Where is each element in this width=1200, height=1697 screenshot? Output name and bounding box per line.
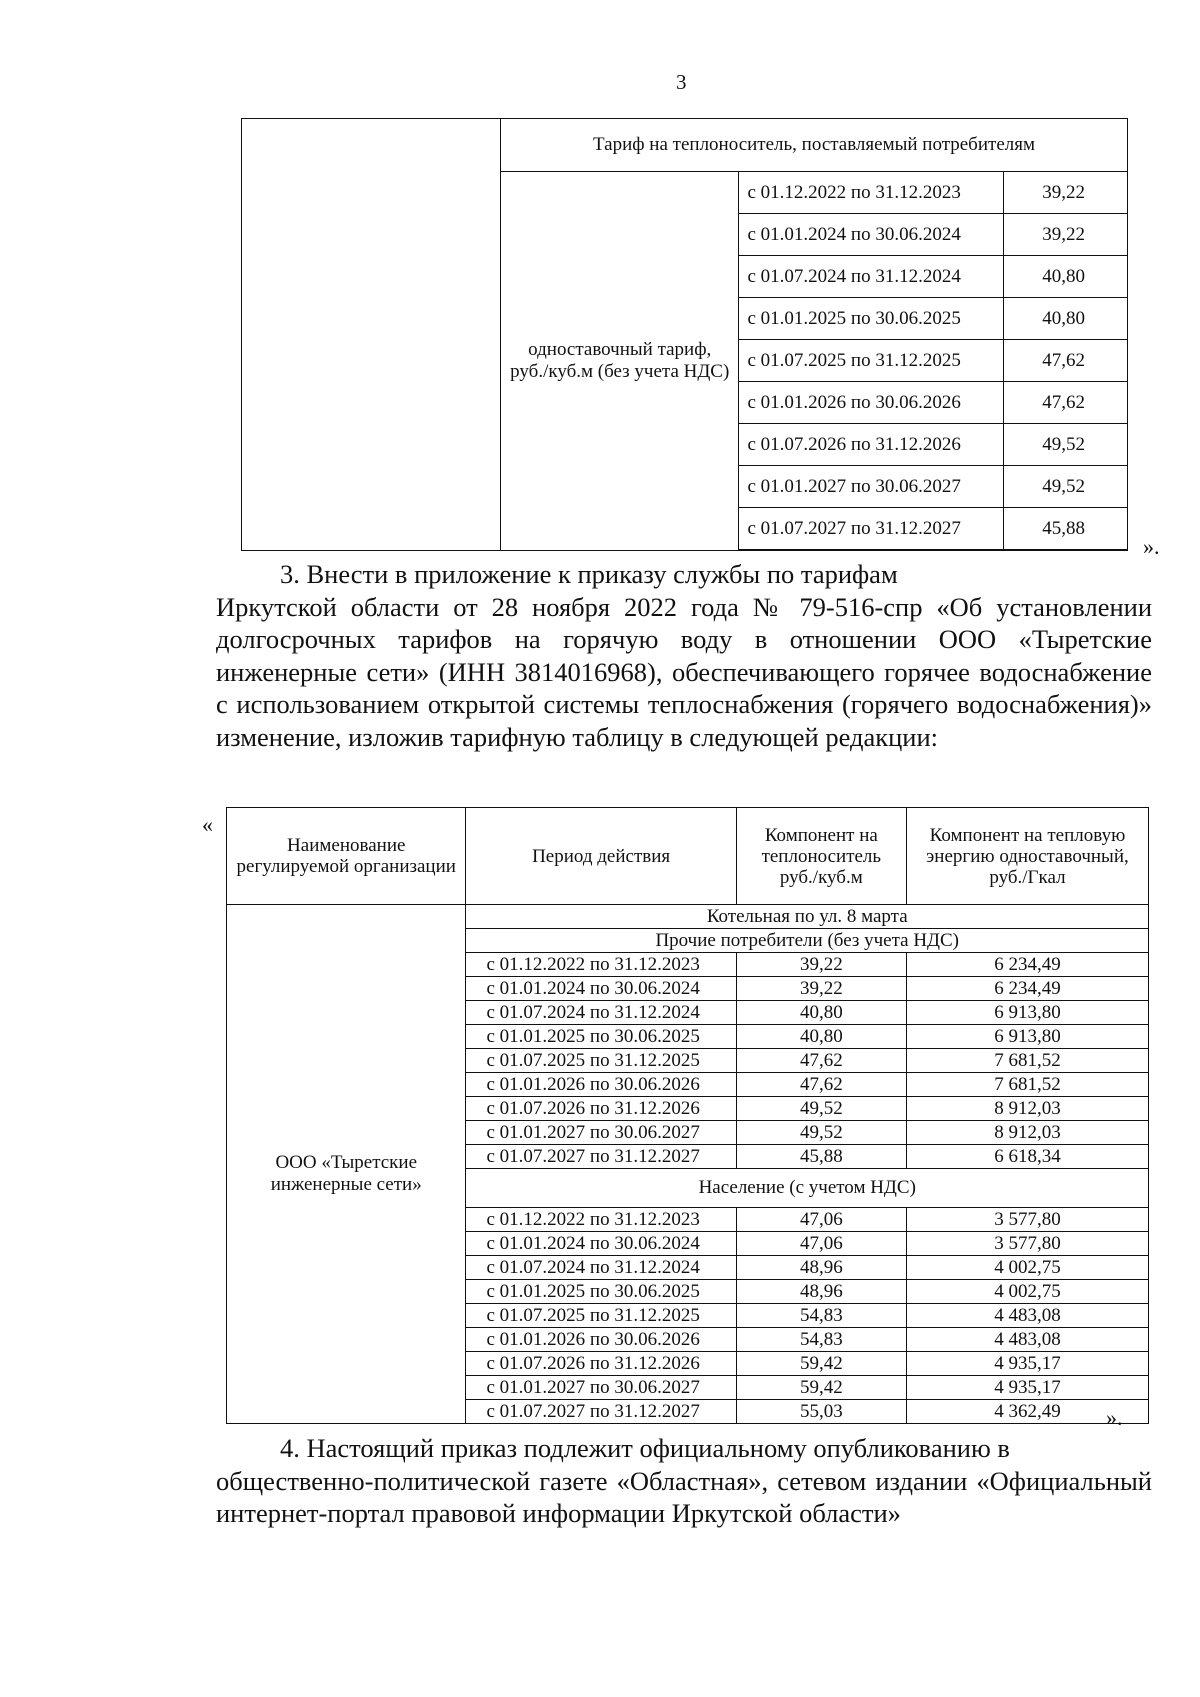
period-cell: с 01.01.2024 по 30.06.2024 (739, 214, 1003, 256)
period-cell: с 01.12.2022 по 31.12.2023 (739, 172, 1003, 214)
energy-value: 6 618,34 (906, 1145, 1148, 1169)
closing-quote-1: ». (1143, 534, 1160, 559)
period-cell: с 01.07.2025 по 31.12.2025 (466, 1304, 736, 1328)
period-cell: с 01.01.2024 по 30.06.2024 (466, 1232, 736, 1256)
period-cell: с 01.01.2027 по 30.06.2027 (739, 466, 1003, 508)
carrier-tariff-table (241, 118, 1128, 551)
energy-value: 4 935,17 (906, 1376, 1148, 1400)
period-cell: с 01.07.2027 по 31.12.2027 (466, 1145, 736, 1169)
carrier-value: 47,06 (736, 1208, 906, 1232)
period-cell: с 01.01.2026 по 30.06.2026 (739, 382, 1003, 424)
energy-value: 6 234,49 (906, 953, 1148, 977)
group-title-population: Население (с учетом НДС) (466, 1169, 1149, 1208)
carrier-value: 59,42 (736, 1352, 906, 1376)
period-cell: с 01.01.2026 по 30.06.2026 (466, 1073, 736, 1097)
period-cell: с 01.07.2024 по 31.12.2024 (466, 1256, 736, 1280)
energy-value: 6 234,49 (906, 977, 1148, 1001)
value-cell: 49,52 (1003, 424, 1127, 466)
energy-value: 4 002,75 (906, 1280, 1148, 1304)
carrier-value: 49,52 (736, 1121, 906, 1145)
value-cell: 39,22 (1003, 172, 1127, 214)
energy-value: 8 912,03 (906, 1121, 1148, 1145)
energy-value: 3 577,80 (906, 1232, 1148, 1256)
paragraph-3-first-line: 3. Внести в приложение к приказу службы по тарифам (280, 559, 898, 589)
carrier-value: 47,06 (736, 1232, 906, 1256)
energy-value: 7 681,52 (906, 1073, 1148, 1097)
boiler-name: Котельная по ул. 8 марта (466, 905, 1149, 929)
carrier-value: 47,62 (736, 1073, 906, 1097)
paragraph-3-body: Иркутской области от 28 ноября 2022 года № 79-516-спр «Об установлении долгосрочных тарифов на горячую воду в отношении ООО «Тыретские инженерные сети» (ИНН 3814016968), обеспечивающего горячее водоснабжение с использованием открытой системы теплоснабжения (горячего водоснабжения)» изменение, изложив тарифную таблицу в следующей редакции: (216, 591, 1152, 752)
carrier-value: 49,52 (736, 1097, 906, 1121)
closing-quote-2: ». (1106, 1405, 1123, 1430)
period-cell: с 01.07.2024 по 31.12.2024 (466, 1001, 736, 1025)
carrier-value: 47,62 (736, 1049, 906, 1073)
energy-value: 3 577,80 (906, 1208, 1148, 1232)
period-cell: с 01.12.2022 по 31.12.2023 (466, 1208, 736, 1232)
energy-value: 7 681,52 (906, 1049, 1148, 1073)
header-period: Период действия (466, 808, 736, 905)
period-cell: с 01.01.2025 по 30.06.2025 (466, 1025, 736, 1049)
value-cell: 47,62 (1003, 382, 1127, 424)
period-cell: с 01.07.2025 по 31.12.2025 (466, 1049, 736, 1073)
organization-name: ООО «Тыретские инженерные сети» (227, 905, 466, 1424)
energy-value: 6 913,80 (906, 1001, 1148, 1025)
carrier-tariff-header: Тариф на теплоноситель, поставляемый потребителям (501, 119, 1128, 172)
value-cell: 45,88 (1003, 508, 1127, 551)
period-cell: с 01.01.2027 по 30.06.2027 (466, 1376, 736, 1400)
page-number: 3 (676, 70, 687, 94)
period-cell: с 01.01.2025 по 30.06.2025 (466, 1280, 736, 1304)
tariff-kind: одноставочный тариф, руб./куб.м (без учета НДС) (501, 172, 739, 551)
carrier-value: 40,80 (736, 1001, 906, 1025)
period-cell: с 01.07.2025 по 31.12.2025 (739, 340, 1003, 382)
opening-quote-2: « (202, 812, 213, 837)
energy-value: 4 483,08 (906, 1304, 1148, 1328)
carrier-value: 39,22 (736, 953, 906, 977)
carrier-value: 59,42 (736, 1376, 906, 1400)
paragraph-4 (216, 1432, 1152, 1530)
paragraph-3 (216, 558, 1152, 753)
period-cell: с 01.12.2022 по 31.12.2023 (466, 953, 736, 977)
value-cell: 49,52 (1003, 466, 1127, 508)
period-cell: с 01.01.2025 по 30.06.2025 (739, 298, 1003, 340)
energy-value: 4 483,08 (906, 1328, 1148, 1352)
paragraph-4-first-line: 4. Настоящий приказ подлежит официальному опубликованию в (280, 1433, 1010, 1463)
value-cell: 40,80 (1003, 298, 1127, 340)
carrier-value: 45,88 (736, 1145, 906, 1169)
group-title-other: Прочие потребители (без учета НДС) (466, 929, 1149, 953)
carrier-value: 48,96 (736, 1280, 906, 1304)
carrier-value: 54,83 (736, 1328, 906, 1352)
period-cell: с 01.01.2026 по 30.06.2026 (466, 1328, 736, 1352)
period-cell: с 01.07.2024 по 31.12.2024 (739, 256, 1003, 298)
carrier-value: 54,83 (736, 1304, 906, 1328)
period-cell: с 01.07.2027 по 31.12.2027 (466, 1400, 736, 1424)
carrier-value: 48,96 (736, 1256, 906, 1280)
period-cell: с 01.07.2027 по 31.12.2027 (739, 508, 1003, 551)
tariff-table-hot-water (226, 807, 1149, 1424)
carrier-value: 39,22 (736, 977, 906, 1001)
energy-value: 4 935,17 (906, 1352, 1148, 1376)
empty-cell (242, 119, 501, 551)
value-cell: 47,62 (1003, 340, 1127, 382)
paragraph-4-body: общественно-политической газете «Областная», сетевом издании «Официальный интернет-портал правовой информации Иркутской области» (216, 1465, 1152, 1528)
energy-value: 4 362,49 (906, 1400, 1148, 1424)
period-cell: с 01.07.2026 по 31.12.2026 (739, 424, 1003, 466)
value-cell: 40,80 (1003, 256, 1127, 298)
header-org: Наименование регулируемой организации (227, 808, 466, 905)
energy-value: 4 002,75 (906, 1256, 1148, 1280)
energy-value: 6 913,80 (906, 1025, 1148, 1049)
period-cell: с 01.01.2027 по 30.06.2027 (466, 1121, 736, 1145)
period-cell: с 01.07.2026 по 31.12.2026 (466, 1352, 736, 1376)
header-energy: Компонент на тепловую энергию одноставочный, руб./Гкал (906, 808, 1148, 905)
carrier-value: 55,03 (736, 1400, 906, 1424)
energy-value: 8 912,03 (906, 1097, 1148, 1121)
header-carrier: Компонент на теплоноситель руб./куб.м (736, 808, 906, 905)
period-cell: с 01.07.2026 по 31.12.2026 (466, 1097, 736, 1121)
period-cell: с 01.01.2024 по 30.06.2024 (466, 977, 736, 1001)
value-cell: 39,22 (1003, 214, 1127, 256)
carrier-value: 40,80 (736, 1025, 906, 1049)
